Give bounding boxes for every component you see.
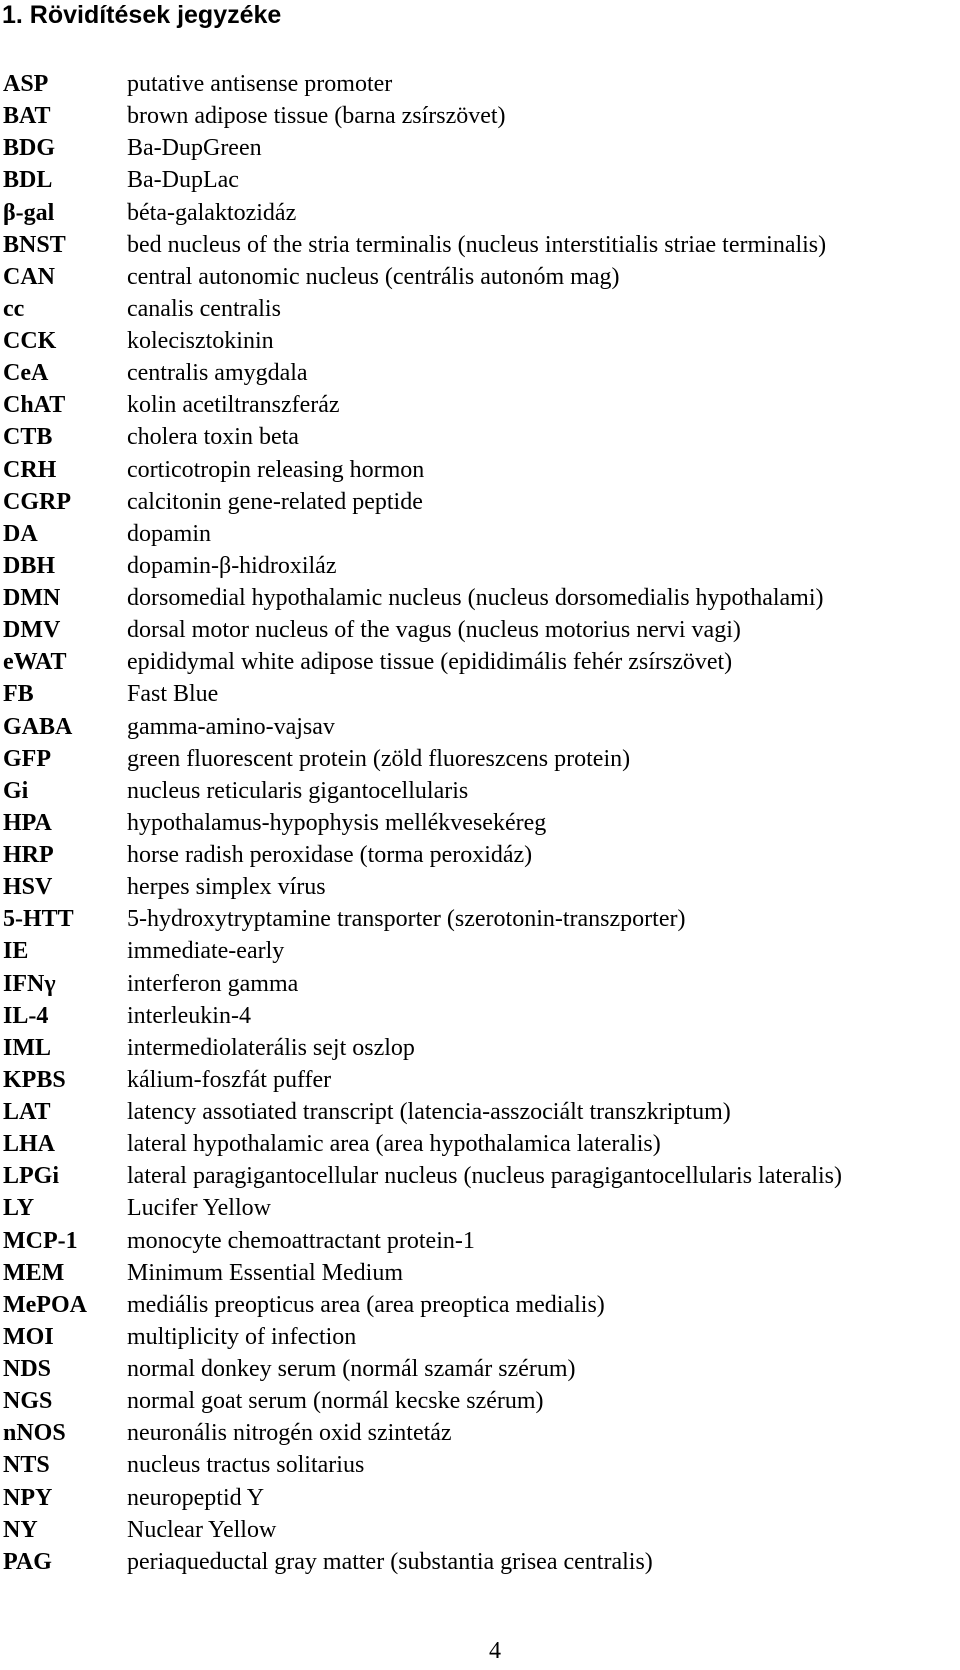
abbreviation: HPA [3, 809, 52, 836]
abbreviation-row [0, 1321, 960, 1353]
abbreviation-definition: 5-hydroxytryptamine transporter (szerotonin-transzporter) [127, 906, 686, 933]
abbreviation: PAG [3, 1548, 52, 1575]
abbreviation-row [0, 614, 960, 646]
abbreviation: CGRP [3, 488, 71, 515]
abbreviation: GABA [3, 713, 73, 740]
abbreviation-definition: béta-galaktozidáz [127, 199, 297, 226]
abbreviation: CTB [3, 424, 53, 451]
abbreviation-row [0, 711, 960, 743]
abbreviation: BNST [3, 231, 66, 258]
abbreviation-definition: lateral paragigantocellular nucleus (nucleus paragigantocellularis lateralis) [127, 1163, 843, 1190]
abbreviation-row [0, 1289, 960, 1321]
abbreviation-definition: corticotropin releasing hormon [127, 456, 425, 483]
abbreviation-definition: hypothalamus-hypophysis mellékvesekéreg [127, 809, 547, 836]
abbreviation-row [0, 132, 960, 164]
abbreviation: IL-4 [3, 1002, 49, 1029]
abbreviation-definition: horse radish peroxidase (torma peroxidáz) [127, 842, 533, 868]
abbreviation-definition: neuropeptid Y [127, 1484, 265, 1511]
abbreviation-definition: lateral hypothalamic area (area hypothalamica lateralis) [127, 1131, 661, 1158]
abbreviation-row [0, 325, 960, 357]
abbreviation-definition: Nuclear Yellow [127, 1516, 277, 1543]
abbreviation-definition: dopamin [127, 520, 211, 547]
abbreviation-definition: nucleus tractus solitarius [127, 1452, 365, 1479]
abbreviation-row [0, 486, 960, 518]
abbreviation-row [0, 1192, 960, 1224]
abbreviation-row [0, 935, 960, 967]
abbreviation-row [0, 743, 960, 775]
abbreviation-definition: herpes simplex vírus [127, 874, 326, 901]
abbreviation-row [0, 582, 960, 614]
abbreviation-definition: normal donkey serum (normál szamár szérum) [127, 1356, 576, 1382]
abbreviation-definition: dorsal motor nucleus of the vagus (nucleus motorius nervi vagi) [127, 617, 741, 644]
abbreviation: β-gal [3, 199, 55, 226]
abbreviation-row [0, 1096, 960, 1128]
abbreviation-definition: Ba-DupLac [127, 167, 239, 194]
abbreviation-row [0, 197, 960, 229]
abbreviation-row [0, 261, 960, 293]
abbreviation-definition: interleukin-4 [127, 1002, 251, 1029]
abbreviation: MEM [3, 1259, 65, 1286]
abbreviation: LAT [3, 1099, 51, 1125]
abbreviation-row [0, 1160, 960, 1192]
abbreviation: FB [3, 681, 34, 708]
abbreviation-row [0, 357, 960, 389]
abbreviation-row [0, 293, 960, 325]
abbreviation-definition: nucleus reticularis gigantocellularis [127, 777, 469, 804]
abbreviation: MePOA [3, 1291, 87, 1318]
abbreviation: BDG [3, 135, 56, 162]
abbreviation-row [0, 454, 960, 486]
abbreviation: eWAT [3, 649, 67, 676]
abbreviation: NDS [3, 1356, 52, 1382]
abbreviation-row [0, 1128, 960, 1160]
abbreviation-definition: bed nucleus of the stria terminalis (nucleus interstitialis striae terminalis) [127, 231, 827, 258]
abbreviation-definition: normal goat serum (normál kecske szérum) [127, 1388, 544, 1415]
abbreviation-definition: cholera toxin beta [127, 424, 299, 451]
abbreviation: LHA [3, 1131, 56, 1158]
abbreviation: DA [3, 520, 38, 547]
abbreviation-definition: neuronális nitrogén oxid szintetáz [127, 1420, 452, 1447]
abbreviation: MCP-1 [3, 1227, 78, 1254]
abbreviation-row [0, 1514, 960, 1546]
abbreviation-definition: Lucifer Yellow [127, 1195, 271, 1222]
abbreviation-definition: brown adipose tissue (barna zsírszövet) [127, 103, 506, 130]
abbreviation: NY [3, 1516, 38, 1543]
abbreviation-list [0, 68, 960, 1578]
abbreviation: LPGi [3, 1163, 60, 1190]
abbreviation-row [0, 775, 960, 807]
abbreviation-row [0, 550, 960, 582]
abbreviation-row [0, 1257, 960, 1289]
abbreviation-definition: green fluorescent protein (zöld fluoreszcens protein) [127, 745, 631, 772]
abbreviation-row [0, 164, 960, 196]
abbreviation: NTS [3, 1452, 50, 1479]
abbreviation-definition: canalis centralis [127, 295, 281, 322]
abbreviation: cc [3, 295, 25, 322]
abbreviation: HSV [3, 874, 53, 901]
abbreviation-row [0, 1353, 960, 1385]
abbreviation-row [0, 1385, 960, 1417]
abbreviation-row [0, 518, 960, 550]
abbreviation-row [0, 1032, 960, 1064]
abbreviation-definition: calcitonin gene-related peptide [127, 488, 423, 515]
abbreviation: IE [3, 938, 29, 965]
abbreviation-definition: immediate-early [127, 938, 285, 965]
abbreviation-definition: multiplicity of infection [127, 1323, 357, 1350]
abbreviation-definition: mediális preopticus area (area preoptica medialis) [127, 1291, 605, 1318]
abbreviation: CAN [3, 263, 55, 290]
abbreviation: Gi [3, 777, 29, 804]
abbreviation: CeA [3, 360, 49, 387]
abbreviation-row [0, 1482, 960, 1514]
abbreviation-definition: dorsomedial hypothalamic nucleus (nucleus dorsomedialis hypothalami) [127, 585, 824, 611]
abbreviation-definition: monocyte chemoattractant protein-1 [127, 1227, 475, 1254]
abbreviation-definition: periaqueductal gray matter (substantia grisea centralis) [127, 1548, 653, 1575]
abbreviation-definition: interferon gamma [127, 970, 299, 997]
abbreviation-row [0, 1449, 960, 1481]
abbreviation: CCK [3, 328, 57, 354]
abbreviation-definition: putative antisense promoter [127, 71, 393, 97]
abbreviation-row [0, 1546, 960, 1578]
abbreviation: CRH [3, 456, 57, 483]
abbreviation: HRP [3, 842, 54, 868]
abbreviation: DMV [3, 617, 61, 644]
abbreviation-definition: centralis amygdala [127, 360, 308, 387]
abbreviation-definition: gamma-amino-vajsav [127, 713, 335, 740]
abbreviation-row [0, 1225, 960, 1257]
abbreviation-row [0, 1064, 960, 1096]
abbreviation-row [0, 968, 960, 1000]
abbreviation-row [0, 1417, 960, 1449]
abbreviation: 5-HTT [3, 906, 74, 933]
abbreviation: ChAT [3, 392, 66, 419]
abbreviation-definition: intermediolaterális sejt oszlop [127, 1034, 415, 1061]
abbreviation-row [0, 1000, 960, 1032]
abbreviation-definition: latency assotiated transcript (latencia-asszociált transzkriptum) [127, 1099, 731, 1125]
abbreviation-definition: kolecisztokinin [127, 328, 274, 354]
page-title: 1. Rövidítések jegyzéke [2, 1, 282, 29]
abbreviation-row [0, 678, 960, 710]
abbreviation-definition: Fast Blue [127, 681, 219, 708]
abbreviation-row [0, 839, 960, 871]
abbreviation: ASP [3, 71, 49, 97]
abbreviation-definition: epididymal white adipose tissue (epididimális fehér zsírszövet) [127, 649, 733, 676]
abbreviation-row [0, 807, 960, 839]
abbreviation: BDL [3, 167, 53, 194]
abbreviation: KPBS [3, 1066, 66, 1093]
abbreviation-definition: kolin acetiltranszferáz [127, 392, 340, 419]
abbreviation-row [0, 646, 960, 678]
abbreviation-definition: Ba-DupGreen [127, 135, 262, 162]
abbreviation: nNOS [3, 1420, 66, 1447]
abbreviation: BAT [3, 103, 51, 130]
abbreviation: DMN [3, 585, 61, 611]
abbreviation-definition: Minimum Essential Medium [127, 1259, 403, 1286]
abbreviation: DBH [3, 552, 56, 579]
abbreviation-row [0, 903, 960, 935]
abbreviation-row [0, 421, 960, 453]
abbreviation-row [0, 389, 960, 421]
abbreviation-definition: kálium-foszfát puffer [127, 1066, 332, 1093]
abbreviation: NGS [3, 1388, 53, 1415]
abbreviation-row [0, 229, 960, 261]
abbreviation: MOI [3, 1323, 54, 1350]
page-number: 4 [489, 1638, 501, 1664]
abbreviation-definition: central autonomic nucleus (centrális autonóm mag) [127, 263, 620, 290]
abbreviation-row [0, 100, 960, 132]
abbreviation: IML [3, 1034, 51, 1061]
abbreviation-row [0, 68, 960, 100]
abbreviation: IFNγ [3, 970, 56, 997]
abbreviation-row [0, 871, 960, 903]
abbreviation: GFP [3, 745, 51, 772]
abbreviation-definition: dopamin-β-hidroxiláz [127, 552, 337, 579]
abbreviation: NPY [3, 1484, 53, 1511]
abbreviation: LY [3, 1195, 35, 1222]
